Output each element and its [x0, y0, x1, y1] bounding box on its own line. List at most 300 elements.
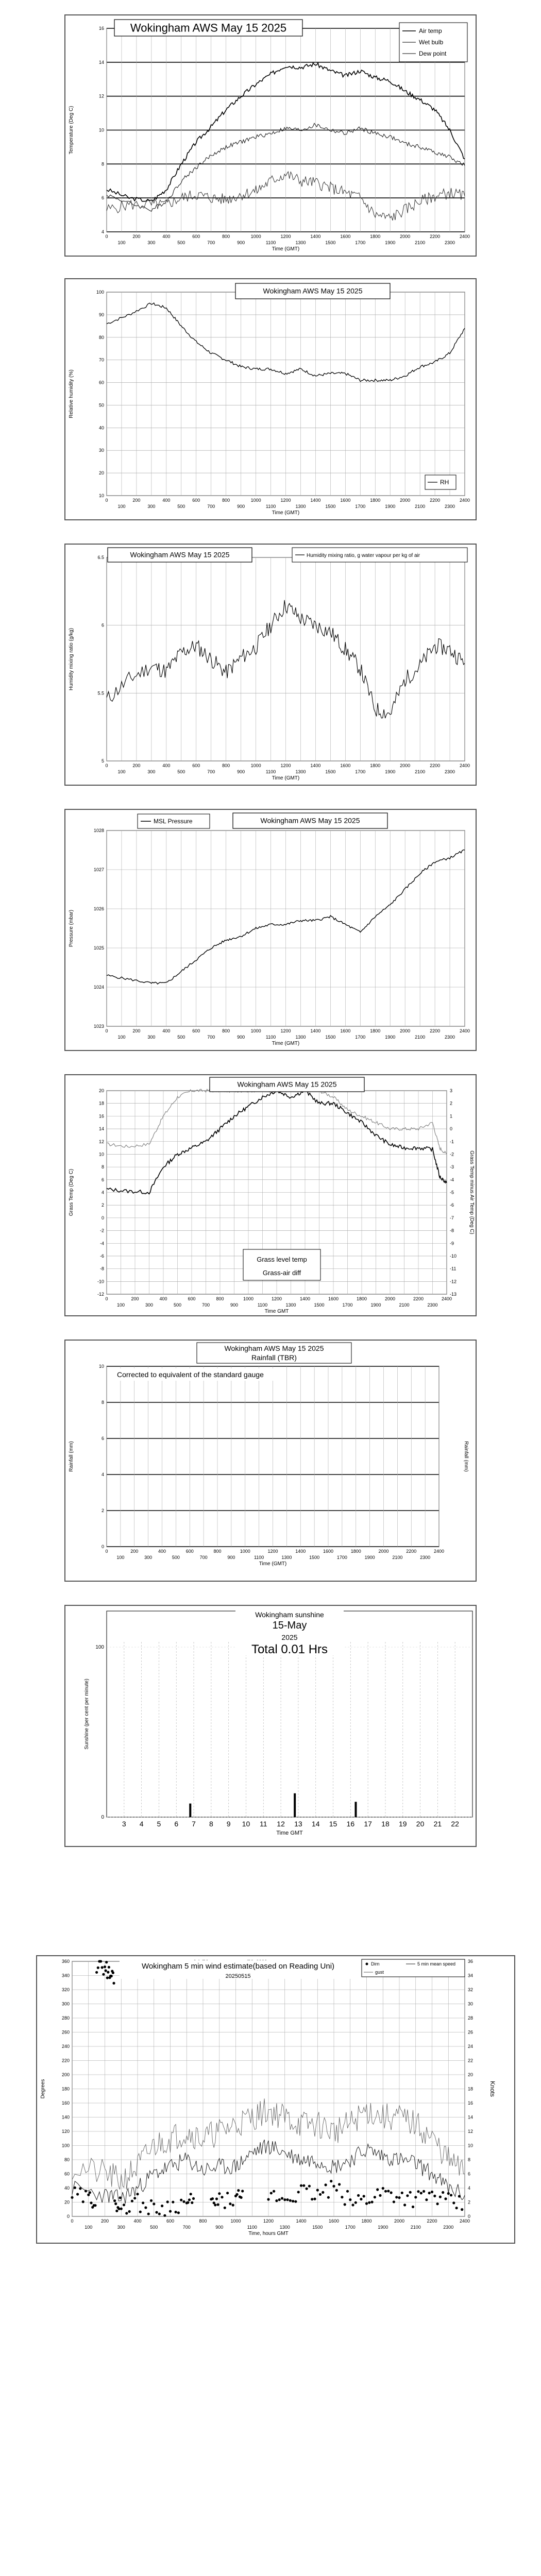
x-tick-label: 700 [182, 2225, 191, 2230]
direction-point [114, 2202, 117, 2205]
y-tick-label: 8 [101, 161, 104, 167]
x-tick-label: 9 [226, 1820, 231, 1828]
x-tick-label: 2400 [459, 1028, 470, 1033]
y2-tick-label: -2 [450, 1151, 454, 1157]
x-tick-label: 10 [242, 1820, 250, 1828]
x-tick-label: 2200 [427, 2218, 437, 2224]
x-tick-label: 4 [139, 1820, 144, 1828]
x-tick-label: 13 [294, 1820, 302, 1828]
y2-tick-label: 36 [468, 1959, 474, 1964]
x-tick-label: 800 [222, 498, 230, 503]
x-tick-label: 2200 [430, 498, 441, 503]
x-tick-label: 2300 [427, 1302, 438, 1308]
direction-point [376, 2188, 379, 2191]
x-tick-label: 1600 [328, 1296, 339, 1301]
direction-point [229, 2202, 231, 2205]
direction-point [163, 2214, 166, 2217]
x-tick-label: 17 [364, 1820, 372, 1828]
x-tick-label: 1400 [310, 763, 321, 768]
direction-point [398, 2196, 400, 2199]
chart-title: Wokingham 5 min wind estimate(based on Reading Uni) [141, 1962, 335, 1971]
x-tick-label: 1400 [310, 234, 321, 239]
y-axis-label: Degrees [40, 2079, 46, 2099]
x-tick-label: 1900 [370, 1302, 381, 1308]
x-tick-label: 100 [117, 769, 126, 774]
y-axis-label: Humidity mixing ratio (g/kg) [69, 628, 74, 691]
x-tick-label: 1600 [323, 1549, 334, 1554]
x-tick-label: 200 [131, 1296, 139, 1301]
y-tick-label: 6 [101, 1177, 104, 1182]
direction-point [371, 2201, 374, 2204]
x-tick-label: 1800 [370, 234, 381, 239]
x-tick-label: 400 [162, 234, 171, 239]
x-tick-label: 700 [207, 769, 215, 774]
x-tick-label: 500 [173, 1302, 182, 1308]
legend-label: MSL Pressure [154, 818, 193, 825]
x-tick-label: 1000 [250, 1028, 261, 1033]
x-tick-label: 600 [166, 2218, 175, 2224]
y-tick-label: 240 [61, 2044, 70, 2049]
x-axis-label: Time GMT [276, 1830, 303, 1836]
x-tick-label: 14 [311, 1820, 320, 1828]
x-tick-label: 3 [122, 1820, 126, 1828]
y-tick-label: 320 [61, 1987, 70, 1992]
direction-point [226, 2192, 229, 2194]
x-tick-label: 1100 [265, 769, 276, 774]
y-axis-label: Sunshine (per cent per minute) [84, 1679, 90, 1750]
x-tick-label: 2400 [441, 1296, 452, 1301]
chart-title: Wokingham sunshine [255, 1611, 324, 1619]
x-tick-label: 1000 [250, 763, 261, 768]
y-tick-label: -4 [99, 1241, 104, 1246]
x-tick-label: 1800 [356, 1296, 367, 1301]
y-tick-label: 8 [101, 1164, 104, 1170]
x-tick-label: 2200 [413, 1296, 424, 1301]
direction-point [278, 2198, 281, 2201]
y-tick-label: 4 [101, 1190, 104, 1195]
y2-tick-label: 16 [468, 2100, 474, 2106]
direction-point [188, 2198, 191, 2201]
x-tick-label: 300 [147, 504, 156, 509]
y-tick-label: 30 [98, 448, 104, 453]
x-tick-label: 21 [433, 1820, 442, 1828]
y-tick-label: 1026 [93, 906, 104, 911]
x-tick-label: 1300 [279, 2225, 290, 2230]
x-tick-label: 1900 [385, 769, 396, 774]
y2-tick-label: 2 [450, 1100, 453, 1106]
legend-label: Humidity mixing ratio, g water vapour per kg of air [307, 553, 420, 558]
direction-point [191, 2201, 193, 2204]
direction-point [270, 2192, 273, 2194]
direction-point [401, 2192, 403, 2194]
direction-point [289, 2199, 292, 2202]
direction-point [150, 2199, 153, 2202]
direction-point [294, 2200, 297, 2203]
y2-tick-label: 10 [468, 2143, 474, 2148]
direction-point [327, 2196, 330, 2199]
y-tick-label: 0 [66, 2214, 70, 2219]
x-tick-label: 700 [199, 1555, 208, 1560]
y-tick-label: 10 [98, 127, 104, 133]
x-tick-label: 1200 [280, 498, 291, 503]
y-tick-label: 4 [101, 1472, 104, 1477]
y-tick-label: 10 [98, 1151, 104, 1157]
x-tick-label: 1100 [247, 2225, 257, 2230]
x-tick-label: 2200 [406, 1549, 417, 1554]
x-tick-label: 700 [201, 1302, 210, 1308]
x-tick-label: 0 [105, 234, 108, 239]
x-tick-label: 900 [215, 2225, 224, 2230]
direction-point [241, 2190, 244, 2192]
direction-point [338, 2183, 341, 2185]
direction-point [113, 2199, 116, 2202]
legend-label: Grass-air diff [262, 1269, 301, 1277]
y2-tick-label: 0 [450, 1126, 453, 1132]
x-tick-label: 300 [147, 240, 156, 245]
x-tick-label: 300 [145, 1302, 154, 1308]
y-tick-label: 80 [98, 334, 104, 340]
y2-tick-label: 22 [468, 2058, 474, 2063]
x-tick-label: 1600 [340, 763, 351, 768]
y-tick-label: 1023 [93, 1024, 104, 1029]
legend-label: Air temp [419, 27, 442, 35]
direction-point [79, 2187, 81, 2190]
x-tick-label: 700 [207, 1035, 215, 1040]
y2-tick-label: -5 [450, 1190, 454, 1195]
x-tick-label: 200 [132, 1028, 141, 1033]
direction-point [332, 2185, 335, 2188]
direction-point [283, 2198, 286, 2201]
direction-point [89, 2191, 91, 2194]
direction-point [297, 2191, 300, 2193]
x-tick-label: 1100 [265, 240, 276, 245]
y2-tick-label: 34 [468, 1973, 474, 1978]
direction-point [414, 2196, 417, 2198]
direction-point [374, 2196, 376, 2198]
direction-point [99, 1960, 102, 1962]
x-tick-label: 1500 [325, 504, 336, 509]
x-axis-label: Time (GMT) [259, 1561, 287, 1567]
chart-title: Wokingham AWS May 15 2025 [260, 816, 360, 825]
x-tick-label: 2000 [400, 234, 411, 239]
y-tick-label: 1027 [93, 867, 104, 872]
y-tick-label: 5.5 [97, 690, 104, 696]
x-axis-label: Time (GMT) [272, 775, 300, 781]
y-tick-label: 0 [101, 1215, 104, 1221]
x-tick-label: 0 [71, 2218, 74, 2224]
x-tick-label: 2100 [415, 504, 426, 509]
direction-point [273, 2190, 275, 2193]
direction-point [447, 2192, 450, 2195]
y-tick-label: 100 [61, 2143, 70, 2148]
x-tick-label: 2100 [415, 1035, 426, 1040]
direction-point [322, 2191, 324, 2194]
x-tick-label: 800 [222, 234, 230, 239]
chart-pressure [65, 810, 478, 1052]
y2-tick-label: 30 [468, 2001, 474, 2007]
direction-point [357, 2194, 360, 2197]
x-tick-label: 200 [100, 2218, 109, 2224]
x-tick-label: 100 [117, 1035, 126, 1040]
x-tick-label: 800 [213, 1549, 222, 1554]
y-tick-label: 2 [101, 1202, 104, 1208]
y-tick-label: 14 [98, 1126, 104, 1132]
direction-point [450, 2194, 452, 2196]
chart-grass [65, 1075, 478, 1317]
direction-point [192, 2197, 195, 2200]
direction-point [267, 2198, 269, 2200]
direction-point [123, 2204, 125, 2206]
chart-title: Wokingham AWS May 15 2025 [263, 286, 363, 295]
x-tick-label: 300 [147, 1035, 156, 1040]
x-tick-label: 500 [172, 1555, 180, 1560]
y-tick-label: 4 [101, 229, 104, 234]
y-tick-label: 6.5 [97, 555, 104, 560]
x-tick-label: 2300 [445, 1035, 455, 1040]
direction-point [439, 2196, 442, 2198]
x-tick-label: 20 [416, 1820, 425, 1828]
y2-axis-label: Grass Temp minus Air Temp (Deg C) [469, 1150, 475, 1234]
x-tick-label: 900 [237, 769, 245, 774]
direction-point [71, 2196, 73, 2199]
x-tick-label: 1000 [250, 498, 261, 503]
y-axis-label: Pressure (mbar) [69, 909, 74, 947]
y-tick-label: 8 [101, 1400, 104, 1405]
x-tick-label: 500 [177, 1035, 185, 1040]
x-tick-label: 1600 [340, 234, 351, 239]
direction-point [351, 2204, 354, 2206]
direction-point [425, 2198, 428, 2201]
y2-tick-label: -4 [450, 1177, 454, 1182]
y2-tick-label: 20 [468, 2072, 474, 2077]
y-tick-label: 360 [61, 1959, 70, 1964]
y-tick-label: -8 [99, 1266, 104, 1272]
x-tick-label: 1700 [355, 240, 366, 245]
x-tick-label: 600 [192, 234, 200, 239]
y-tick-label: -10 [97, 1279, 104, 1284]
chart-mixing-ratio [65, 545, 478, 787]
x-tick-label: 200 [132, 763, 141, 768]
x-tick-label: 1700 [355, 504, 366, 509]
direction-point [365, 2202, 368, 2205]
direction-point [286, 2198, 289, 2201]
chart-wind [37, 1956, 516, 2245]
direction-point [87, 2194, 90, 2196]
y-tick-label: 10 [98, 1364, 104, 1369]
y2-axis-label: Rainfall (mm) [463, 1441, 469, 1472]
direction-point [142, 2201, 144, 2204]
direction-point [125, 2212, 128, 2214]
x-tick-label: 1200 [280, 234, 291, 239]
x-tick-label: 800 [216, 1296, 224, 1301]
chart-panel-humidity [64, 278, 477, 520]
direction-point [306, 2188, 308, 2190]
direction-point [131, 2200, 133, 2202]
x-tick-label: 200 [130, 1549, 139, 1554]
direction-point [240, 2196, 243, 2199]
x-tick-label: 100 [116, 1555, 125, 1560]
direction-point [211, 2197, 214, 2200]
direction-point [325, 2183, 327, 2186]
y-tick-label: 10 [98, 493, 104, 498]
x-tick-label: 11 [260, 1820, 267, 1828]
x-tick-label: 1600 [328, 2218, 340, 2224]
x-tick-label: 1600 [340, 498, 351, 503]
x-tick-label: 1500 [309, 1555, 320, 1560]
direction-point [379, 2194, 381, 2197]
y2-tick-label: 1 [450, 1113, 453, 1119]
y-tick-label: 5 [101, 758, 104, 764]
direction-point [74, 2187, 76, 2189]
y-axis-label: Relative humidity (%) [69, 369, 74, 418]
x-tick-label: 1200 [271, 1296, 282, 1301]
x-tick-label: 1700 [342, 1302, 353, 1308]
y-tick-label: 120 [61, 2129, 70, 2134]
direction-point [172, 2201, 174, 2204]
x-tick-label: 1400 [295, 1549, 306, 1554]
direction-point [417, 2190, 419, 2193]
y2-tick-label: 24 [468, 2044, 474, 2049]
x-tick-label: 2000 [384, 1296, 396, 1301]
direction-point [316, 2189, 319, 2191]
chart-subtitle: 20250515 [225, 1973, 251, 1979]
direction-point [180, 2199, 182, 2201]
x-tick-label: 300 [147, 769, 156, 774]
x-tick-label: 1800 [350, 1549, 361, 1554]
direction-point [90, 2201, 92, 2204]
x-tick-label: 1700 [345, 2225, 356, 2230]
legend-swatch [366, 1963, 368, 1965]
direction-point [215, 2197, 218, 2200]
direction-point [311, 2198, 313, 2200]
x-tick-label: 1400 [299, 1296, 311, 1301]
x-tick-label: 1300 [295, 504, 306, 509]
x-tick-label: 0 [105, 498, 108, 503]
y2-tick-label: -11 [450, 1266, 457, 1272]
direction-point [308, 2185, 311, 2188]
x-tick-label: 1300 [295, 1035, 306, 1040]
direction-point [313, 2198, 316, 2200]
y2-tick-label: 14 [468, 2114, 474, 2120]
direction-point [393, 2200, 395, 2203]
x-tick-label: 2000 [400, 1028, 411, 1033]
y2-tick-label: 4 [468, 2185, 471, 2191]
y2-tick-label: 2 [468, 2199, 471, 2205]
legend-label: Grass level temp [257, 1256, 307, 1263]
y-tick-label: 16 [98, 26, 104, 31]
y2-tick-label: -3 [450, 1164, 454, 1170]
x-tick-label: 2000 [400, 498, 411, 503]
x-tick-label: 1800 [370, 1028, 381, 1033]
x-tick-label: 500 [150, 2225, 158, 2230]
y2-tick-label: -7 [450, 1215, 454, 1221]
y-tick-label: 100 [96, 290, 104, 295]
x-tick-label: 2300 [420, 1555, 431, 1560]
direction-point [107, 1971, 109, 1973]
x-tick-label: 2400 [459, 498, 470, 503]
direction-point [349, 2198, 351, 2201]
sunshine-bar [354, 1802, 357, 1817]
x-tick-label: 1200 [263, 2218, 274, 2224]
direction-point [368, 2201, 370, 2204]
direction-point [344, 2203, 346, 2206]
x-tick-label: 600 [185, 1549, 194, 1554]
direction-point [237, 2189, 240, 2192]
x-tick-label: 1100 [253, 1555, 264, 1560]
x-tick-label: 12 [277, 1820, 285, 1828]
chart-title: Wokingham AWS May 15 2025 [130, 550, 230, 559]
y-tick-label: 60 [98, 380, 104, 385]
y-tick-label: 16 [98, 1113, 104, 1119]
x-tick-label: 400 [162, 498, 171, 503]
direction-point [461, 2208, 463, 2211]
direction-point [182, 2200, 185, 2203]
sunshine-bar [189, 1804, 191, 1817]
y2-axis-label: Knots [489, 2081, 496, 2097]
direction-point [169, 2210, 172, 2213]
x-tick-label: 1500 [314, 1302, 325, 1308]
y-tick-label: 6 [101, 1436, 104, 1441]
x-tick-label: 2400 [433, 1549, 445, 1554]
chart-humidity [65, 279, 478, 521]
chart-annotation: Corrected to equivalent of the standard gauge [117, 1370, 264, 1379]
direction-point [112, 1982, 115, 1985]
x-tick-label: 0 [105, 763, 108, 768]
y2-tick-label: -9 [450, 1241, 454, 1246]
x-tick-label: 200 [132, 234, 141, 239]
direction-point [390, 2191, 393, 2194]
chart-title: Wokingham AWS May 15 2025 [224, 1344, 324, 1352]
x-tick-label: 500 [177, 769, 185, 774]
x-tick-label: 0 [105, 1549, 108, 1554]
x-tick-label: 1300 [295, 240, 306, 245]
direction-point [335, 2189, 338, 2192]
x-tick-label: 2100 [399, 1302, 410, 1308]
x-tick-label: 700 [207, 240, 215, 245]
x-tick-label: 22 [451, 1820, 459, 1828]
y-tick-label: 14 [98, 59, 104, 65]
direction-point [144, 2206, 147, 2209]
x-tick-label: 1700 [336, 1555, 347, 1560]
direction-point [346, 2190, 349, 2193]
direction-point [420, 2192, 422, 2194]
legend-label: Dew point [419, 50, 447, 57]
direction-point [275, 2199, 278, 2202]
legend-label: RH [440, 479, 449, 486]
x-tick-label: 1000 [243, 1296, 254, 1301]
direction-point [232, 2204, 234, 2207]
x-tick-label: 2100 [410, 2225, 421, 2230]
y-tick-label: 140 [61, 2114, 70, 2120]
x-tick-label: 700 [207, 504, 215, 509]
x-tick-label: 0 [105, 1028, 108, 1033]
x-tick-label: 600 [192, 763, 200, 768]
direction-point [190, 2193, 192, 2195]
x-tick-label: 900 [237, 504, 245, 509]
x-tick-label: 1800 [370, 498, 381, 503]
x-tick-label: 1200 [280, 763, 291, 768]
chart-panel-wind [36, 1955, 515, 2244]
x-tick-label: 400 [158, 1549, 166, 1554]
direction-point [455, 2207, 458, 2209]
x-tick-label: 900 [227, 1555, 235, 1560]
y-tick-label: 12 [98, 1139, 104, 1144]
x-tick-label: 2000 [378, 1549, 389, 1554]
direction-point [224, 2207, 226, 2209]
direction-point [136, 2193, 139, 2195]
direction-point [102, 1973, 105, 1976]
x-tick-label: 1600 [340, 1028, 351, 1033]
